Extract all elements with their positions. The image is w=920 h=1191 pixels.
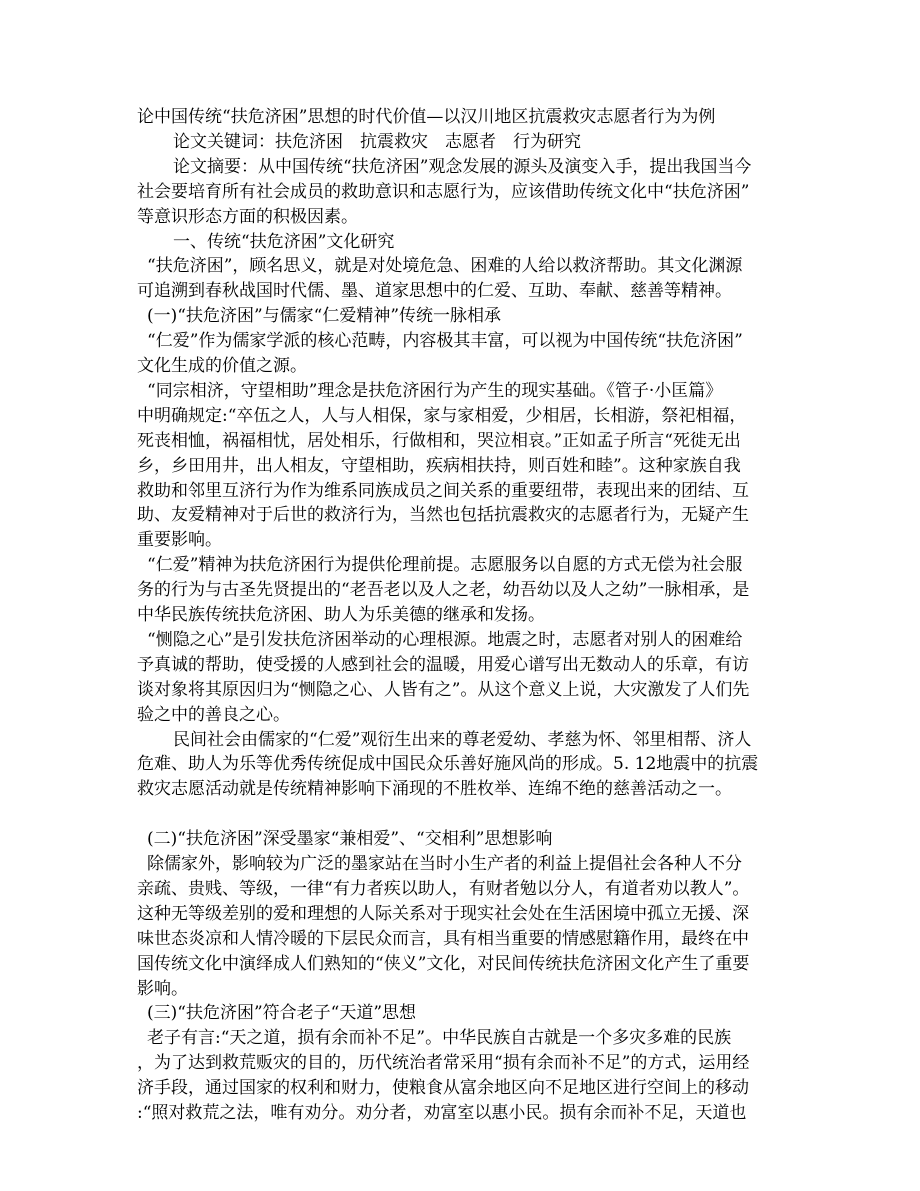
- paragraph-line: 乡，乡田用井，出人相友，守望相助，疾病相扶持，则百姓和睦”。这种家族自我: [137, 455, 741, 476]
- paragraph-line: 影响。: [137, 978, 188, 999]
- paragraph-line: (三)“扶危济困”符合老子“天道”思想: [147, 1003, 417, 1024]
- paragraph-line: 救助和邻里互济行为作为维系同族成员之间关系的重要纽带，表现出来的团结、互: [137, 480, 749, 501]
- paragraph-line: :“照对救荒之法，唯有劝分。劝分者，劝富室以惠小民。损有余而补不足，天道也: [137, 1103, 747, 1123]
- paragraph-line: 验之中的善良之心。: [137, 704, 290, 725]
- paragraph-line: 等意识形态方面的积极因素。: [137, 206, 358, 227]
- paragraph-line: (二)“扶危济困”深受墨家“兼相爱”、“交相利”思想影响: [147, 829, 553, 850]
- paragraph-line: “仁爱”精神为扶危济困行为提供伦理前提。志愿服务以自愿的方式无偿为社会服: [147, 555, 743, 576]
- paragraph-line: 除儒家外，影响较为广泛的墨家站在当时小生产者的利益上提倡社会各种人不分: [147, 854, 742, 874]
- paragraph-line: 中华民族传统扶危济困、助人为乐美德的继承和发扬。: [137, 605, 545, 625]
- paragraph-line: 中明确规定:“卒伍之人，人与人相保，家与家相爱，少相居，长相游，祭祀相福，: [137, 405, 747, 426]
- paragraph-line: 谈对象将其原因归为“恻隐之心、人皆有之”。从这个意义上说，大灾激发了人们先: [137, 679, 750, 700]
- paragraph-line: 文化生成的价值之源。: [137, 356, 307, 376]
- paragraph-line: “恻隐之心”是引发扶危济困举动的心理根源。地震之时，志愿者对别人的困难给: [147, 629, 743, 650]
- paragraph-line: 社会要培育所有社会成员的救助意识和志愿行为，应该借助传统文化中“扶危济困”: [137, 181, 750, 202]
- paragraph-line: 一、传统“扶危济困”文化研究: [173, 231, 395, 252]
- paragraph-line: “同宗相济，守望相助”理念是扶危济困行为产生的现实基础。《管子·小匡篇》: [147, 380, 723, 401]
- paragraph-line: 这种无等级差别的爱和理想的人际关系对于现实社会处在生活困境中孤立无援、深: [137, 903, 749, 924]
- paragraph-line: “仁爱”作为儒家学派的核心范畴，内容极其丰富，可以视为中国传统“扶危济困”: [147, 331, 743, 352]
- keywords-line: 论文关键词：扶危济困 抗震救灾 志愿者 行为研究: [173, 131, 581, 152]
- paragraph-line: 危难、助人为乐等优秀传统促成中国民众乐善好施风尚的形成。5. 12地震中的抗震: [137, 754, 759, 775]
- paragraph-line: 助、友爱精神对于后世的救济行为，当然也包括抗震救灾的志愿者行为，无疑产生: [137, 505, 749, 526]
- paragraph-line: 可追溯到春秋战国时代儒、墨、道家思想中的仁爱、互助、奉献、慈善等精神。: [137, 281, 732, 302]
- paragraph-line: 味世态炎凉和人情冷暖的下层民众而言，具有相当重要的情感慰籍作用，最终在中: [137, 928, 749, 949]
- paragraph-line: 重要影响。: [137, 530, 222, 551]
- paragraph-line: 务的行为与古圣先贤提出的“老吾老以及人之老，幼吾幼以及人之幼”一脉相承，是: [137, 580, 750, 601]
- paragraph-line: 国传统文化中演绎成人们熟知的“侠义”文化，对民间传统扶危济困文化产生了重要: [137, 953, 750, 974]
- paragraph-line: 亲疏、贵贱、等级，一律“有力者疾以助人，有财者勉以分人，有道者劝以教人”。: [137, 878, 750, 899]
- paragraph-line: (一)“扶危济困”与儒家“仁爱精神”传统一脉相承: [147, 306, 502, 327]
- paragraph-line: 救灾志愿活动就是传统精神影响下涌现的不胜枚举、连绵不绝的慈善活动之一。: [137, 779, 732, 800]
- paragraph-line: 予真诚的帮助，使受援的人感到社会的温暖，用爱心谱写出无数动人的乐章，有访: [137, 654, 749, 675]
- paragraph-line: 死丧相恤，祸福相忧，居处相乐，行做相和，哭泣相哀。”正如孟子所言“死徙无出: [137, 430, 741, 451]
- paragraph-line: ，为了达到救荒贩灾的目的，历代统治者常采用“损有余而补不足”的方式，运用经: [137, 1053, 750, 1074]
- paragraph-line: 民间社会由儒家的“仁爱”观衍生出来的尊老爱幼、孝慈为怀、邻里相帮、济人: [173, 729, 752, 750]
- paragraph-line: “扶危济困”，顾名思义，就是对处境危急、困难的人给以救济帮助。其文化渊源: [147, 256, 743, 277]
- document-title: 论中国传统“扶危济困”思想的时代价值—以汉川地区抗震救灾志愿者行为为例: [137, 107, 716, 127]
- paragraph-line: 老子有言:“天之道，损有余而补不足”。中华民族自古就是一个多灾多难的民族: [147, 1028, 732, 1049]
- paragraph-line: 济手段，通过国家的权利和财力，使粮食从富余地区向不足地区进行空间上的移动: [137, 1078, 749, 1099]
- paragraph-line: 论文摘要：从中国传统“扶危济困”观念发展的源头及演变入手，提出我国当今: [173, 156, 752, 177]
